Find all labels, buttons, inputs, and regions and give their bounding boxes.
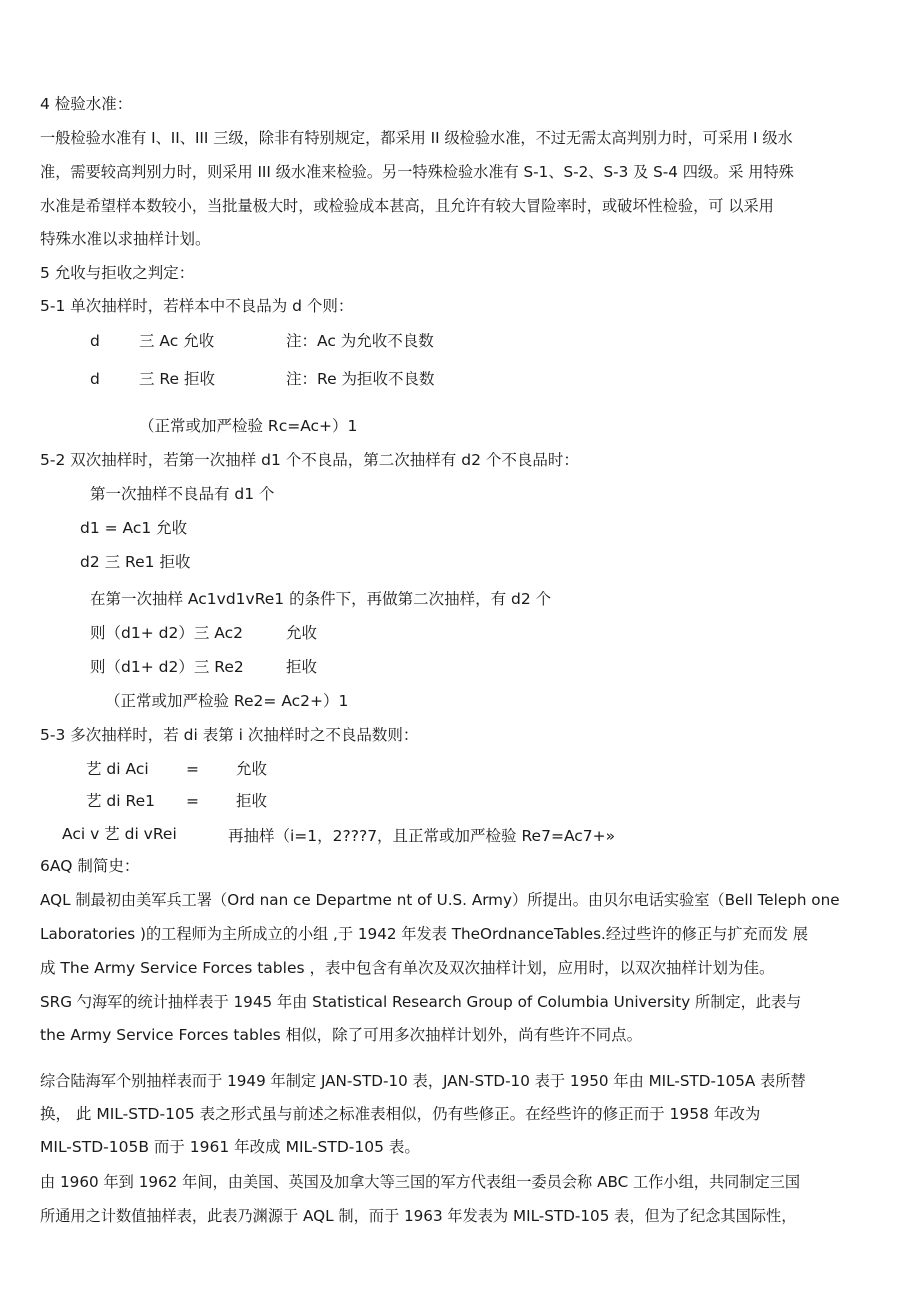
- rule-variable: d: [90, 370, 100, 388]
- section-5-1-note: （正常或加严检验 Rc=Ac+）1: [139, 417, 358, 435]
- rule-condition: 则（d1+ d2）三 Re2: [90, 658, 244, 676]
- rule-result: 允收: [236, 760, 268, 778]
- section-4-paragraph-line: 特殊水准以求抽样计划。: [40, 230, 211, 248]
- section-5-2-line: d1 = Ac1 允收: [80, 519, 188, 537]
- rule-result: 再抽样（i=1，2???7，且正常或加严检验 Re7=Ac7+»: [228, 827, 616, 845]
- section-6-paragraph-line: 综合陆海军个别抽样表而于 1949 年制定 JAN-STD-10 表，JAN-STD-10 表于 1950 年由 MIL-STD-105A 表所替: [40, 1072, 806, 1090]
- section-5-2-note: （正常或加严检验 Re2= Ac2+）1: [105, 692, 349, 710]
- section-4-paragraph-line: 一般检验水准有 I、II、III 三级，除非有特别规定，都采用 II 级检验水准，不过无需太高判别力时，可采用 I 级水: [40, 129, 793, 147]
- section-5-2-line: 第一次抽样不良品有 d1 个: [90, 485, 275, 503]
- rule-equals: =: [186, 792, 199, 810]
- rule-note: 注：Ac 为允收不良数: [286, 332, 434, 350]
- section-5-2-heading: 5-2 双次抽样时，若第一次抽样 d1 个不良品，第二次抽样有 d2 个不良品时：: [40, 451, 579, 469]
- rule-condition: 三 Re 拒收: [139, 370, 215, 388]
- rule-condition: 三 Ac 允收: [139, 332, 215, 350]
- rule-condition: 则（d1+ d2）三 Ac2: [90, 624, 243, 642]
- section-5-1-heading: 5-1 单次抽样时，若样本中不良品为 d 个则：: [40, 297, 354, 315]
- section-5-heading: 5 允收与拒收之判定：: [40, 264, 195, 282]
- section-5-2-line: 在第一次抽样 Ac1vd1vRe1 的条件下，再做第二次抽样，有 d2 个: [90, 590, 552, 608]
- rule-expression: 艺 di Re1: [86, 792, 155, 810]
- rule-expression: Aci v 艺 di vRei: [62, 825, 177, 843]
- section-6-paragraph-line: 换， 此 MIL-STD-105 表之形式虽与前述之标准表相似，仍有些修正。在经些许的修正而于 1958 年改为: [40, 1105, 761, 1123]
- section-4-paragraph-line: 准，需要较高判别力时，则采用 III 级水准来检验。另一特殊检验水准有 S-1、S-2、S-3 及 S-4 四级。采 用特殊: [40, 163, 794, 181]
- section-6-paragraph-line: MIL-STD-105B 而于 1961 年改成 MIL-STD-105 表。: [40, 1138, 420, 1156]
- section-6-paragraph-line: 成 The Army Service Forces tables ，表中包含有单次及双次抽样计划，应用时，以双次抽样计划为佳。: [40, 959, 775, 977]
- section-6-paragraph-line: 所通用之计数值抽样表，此表乃渊源于 AQL 制，而于 1963 年发表为 MIL-STD-105 表，但为了纪念其国际性，: [40, 1207, 797, 1225]
- section-6-paragraph-line: AQL 制最初由美军兵工署（Ord nan ce Departme nt of U.S. Army）所提出。由贝尔电话实验室（Bell Teleph one: [40, 891, 840, 909]
- rule-result: 拒收: [286, 658, 318, 676]
- section-4-paragraph-line: 水准是希望样本数较小，当批量极大时，或检验成本甚高，且允许有较大冒险率时，或破坏性检验，可 以采用: [40, 197, 774, 215]
- section-6-heading: 6AQ 制简史：: [40, 857, 140, 875]
- rule-note: 注：Re 为拒收不良数: [286, 370, 435, 388]
- section-5-2-line: d2 三 Re1 拒收: [80, 553, 191, 571]
- section-6-paragraph-line: the Army Service Forces tables 相似，除了可用多次抽样计划外，尚有些许不同点。: [40, 1026, 643, 1044]
- section-5-3-heading: 5-3 多次抽样时，若 di 表第 i 次抽样时之不良品数则：: [40, 726, 419, 744]
- section-6-paragraph-line: Laboratories )的工程师为主所成立的小组 ,于 1942 年发表 TheOrdnanceTables.经过些许的修正与扩充而发 展: [40, 925, 809, 943]
- rule-result: 允收: [286, 624, 318, 642]
- section-6-paragraph-line: SRG 勺海军的统计抽样表于 1945 年由 Statistical Research Group of Columbia University 所制定，此表与: [40, 993, 802, 1011]
- section-4-heading: 4 检验水准：: [40, 95, 133, 113]
- rule-expression: 艺 di Aci: [86, 760, 149, 778]
- rule-result: 拒收: [236, 792, 268, 810]
- rule-variable: d: [90, 332, 100, 350]
- section-6-paragraph-line: 由 1960 年到 1962 年间，由美国、英国及加拿大等三国的军方代表组一委员会称 ABC 工作小组，共同制定三国: [40, 1173, 801, 1191]
- rule-equals: =: [186, 760, 199, 778]
